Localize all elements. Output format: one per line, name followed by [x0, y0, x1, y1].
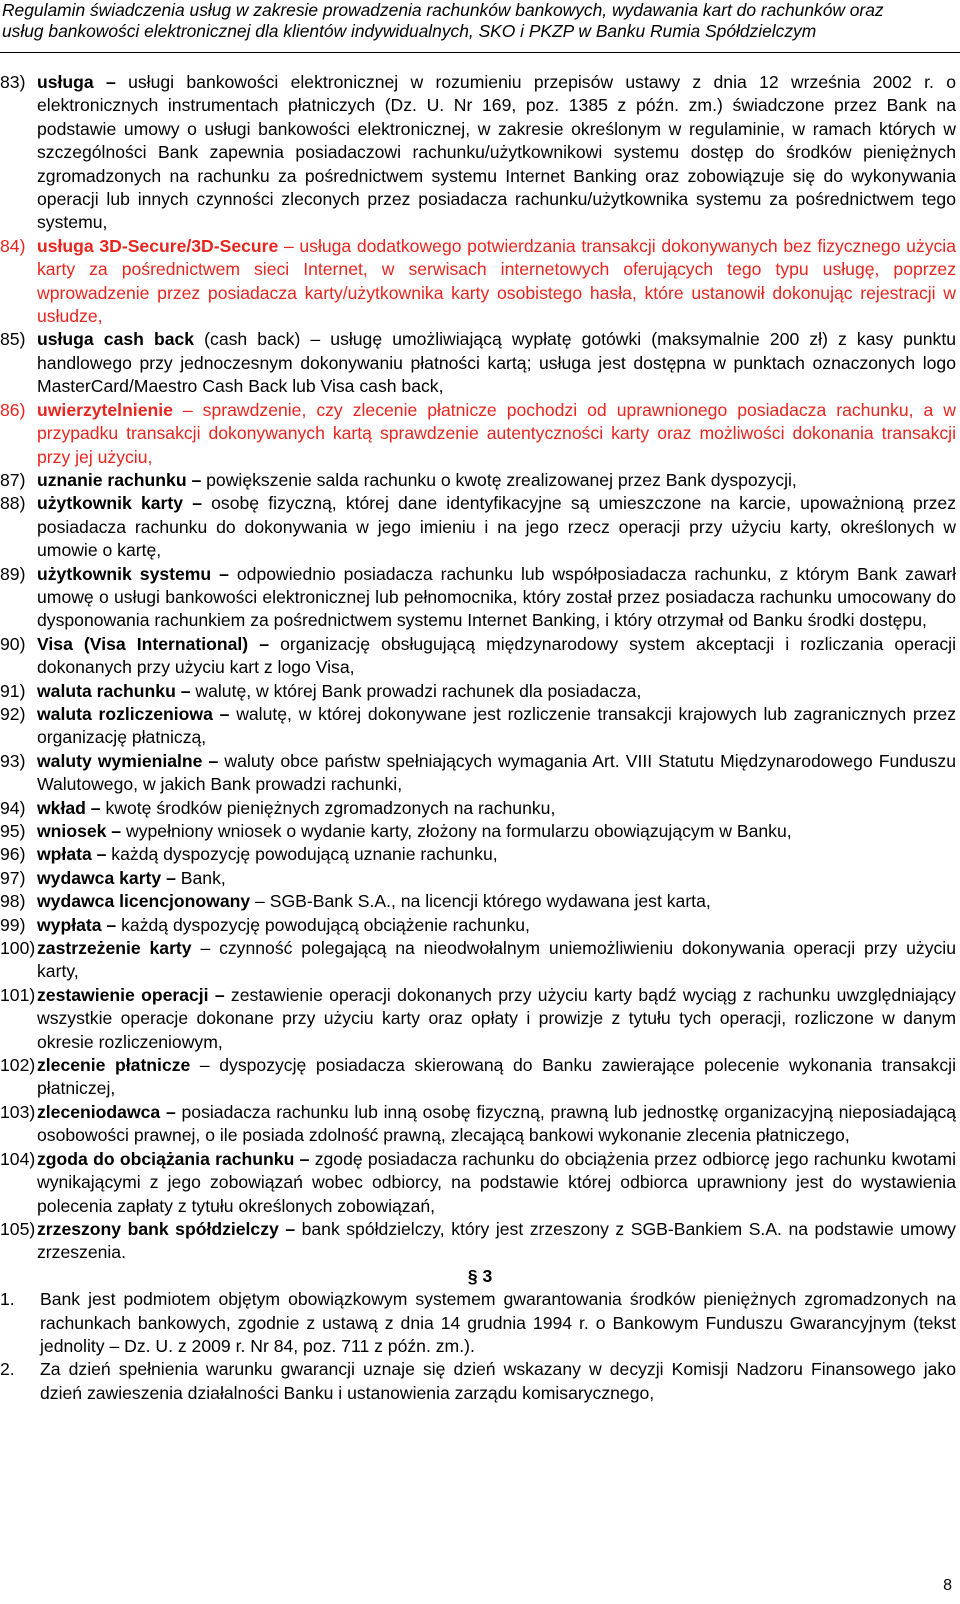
definition-text: – usługa dodatkowego potwierdzania transakcji dokonywanych bez fizycznego użycia karty za pośrednictwem sieci Internet, w serwisach internetowych oferujących tego typu usługę, poprzez wprowadzenie przez posiadacza karty/użytkownika karty osobistego hasła, które ustanowił dokonując rejestracji w usłudze, [37, 235, 956, 327]
definition-item [0, 703, 960, 750]
definition-term: zestawienie operacji – [37, 984, 225, 1005]
definition-term: zrzeszony bank spółdzielczy – [37, 1218, 296, 1239]
definition-item [0, 399, 960, 469]
definition-text: odpowiednio posiadacza rachunku lub współposiadacza rachunku, z którym Bank zawarł umowę o usługi bankowości elektronicznej lub pełnomocnika, który został przez posiadacza rachunku umocowany do dysponowania rachunkiem za pośrednictwem systemu Internet Banking, i który otrzymał od Banku środki dostępu, [37, 563, 956, 631]
definition-term: wypłata – [37, 914, 117, 935]
definition-text: organizację obsługującą międzynarodowy system akceptacji i rozliczania operacji dokonanych przy użyciu kart z logo Visa, [37, 633, 956, 678]
definition-item [0, 937, 960, 984]
definition-item [0, 680, 960, 703]
definition-term: wydawca karty – [37, 867, 176, 888]
definition-term: uwierzytelnienie [37, 399, 173, 420]
definition-number: 104) [0, 1148, 36, 1169]
document-header [0, 0, 960, 42]
definition-number: 93) [0, 750, 26, 771]
definition-term: usługa – [37, 72, 116, 92]
definition-term: zlecenie płatnicze [37, 1055, 191, 1076]
definition-term: Visa (Visa International) – [37, 633, 270, 654]
definition-term: użytkownik systemu – [37, 563, 229, 584]
paragraph-text: Za dzień spełnienia warunku gwarancji uznaje się dzień wskazany w decyzji Komisji Nadzoru Finansowego jako dzień zawieszenia działalności Banku i ustanowienia zarządu komisarycznego, [40, 1359, 956, 1403]
section-paragraph [0, 1358, 960, 1405]
header-divider [0, 52, 960, 53]
definition-term: wkład – [37, 797, 101, 818]
definition-number: 83) [0, 72, 26, 92]
definition-item [0, 1101, 960, 1148]
definition-text: kwotę środków pieniężnych zgromadzonych na rachunku, [100, 797, 556, 818]
section-title: § 3 [467, 1265, 493, 1286]
definition-text: waluty obce państw spełniających wymagania Art. VIII Statutu Międzynarodowego Funduszu Walutowego, w jakich Bank prowadzi rachunki, [37, 750, 956, 795]
definition-item [0, 820, 960, 843]
definition-number: 85) [0, 329, 26, 350]
definition-item [0, 984, 960, 1054]
definition-item [0, 797, 960, 820]
definition-text: – SGB-Bank S.A., na licencji którego wydawana jest karta, [250, 891, 711, 912]
definition-number: 89) [0, 563, 26, 584]
definition-item [0, 469, 960, 492]
definition-term: uznanie rachunku – [37, 469, 202, 490]
definition-number: 98) [0, 891, 26, 912]
definition-item [0, 492, 960, 562]
definition-text: Bank, [175, 867, 226, 888]
definition-item [0, 633, 960, 680]
definition-number: 105) [0, 1218, 36, 1239]
header-line-1: Regulamin świadczenia usług w zakresie prowadzenia rachunków bankowych, wydawania kart do rachunków oraz [2, 0, 884, 20]
definition-text: (cash back) – usługę umożliwiającą wypłatę gotówki (maksymalnie 200 zł) z kasy punktu handlowego przy jednoczesnym dokonywaniu płatności kartą; usługa jest dostępna w punktach oznaczonych logo MasterCard/Maestro Cash Back lub Visa cash back, [37, 329, 956, 397]
definition-term: waluta rozliczeniowa – [37, 703, 230, 724]
definition-text: wypełniony wniosek o wydanie karty, złożony na formularzu obowiązującym w Banku, [121, 821, 792, 841]
definition-text: zestawienie operacji dokonanych przy użyciu karty bądź wyciąg z rachunku uwzględniający wszystkie operacje dokonane przy użyciu karty oraz opłaty i prowizje z tytułu tych operacji, rozliczone w danym okresie rozliczeniowym, [37, 984, 956, 1052]
definition-text: każdą dyspozycję powodującą obciążenie rachunku, [116, 914, 530, 935]
definition-item [0, 914, 960, 937]
definition-text: – czynność polegającą na nieodwołalnym uniemożliwieniu dokonywania operacji przy użyciu karty, [37, 938, 956, 982]
definition-item [0, 1218, 960, 1265]
paragraph-text: Bank jest podmiotem objętym obowiązkowym systemem gwarantowania środków pieniężnych zgromadzonych na rachunkach bankowych, zgodnie z ustawą z dnia 14 grudnia 1994 r. o Bankowym Funduszu Gwarancyjnym (tekst jednolity – Dz. U. z 2009 r. Nr 84, poz. 711 z późn. zm.). [40, 1289, 956, 1356]
definition-number: 101) [0, 984, 36, 1005]
definition-text: osobę fizyczną, której dane identyfikacyjne są umieszczone na karcie, upoważnioną przez posiadacza rachunku do dokonywania w jego imieniu i na jego rzecz operacji przy użyciu karty, określonych w umowie o kartę, [37, 493, 956, 561]
definition-number: 102) [0, 1055, 36, 1076]
definition-item [0, 1054, 960, 1101]
definition-term: wniosek – [37, 821, 122, 841]
definitions-list [0, 71, 960, 1405]
definition-number: 84) [0, 235, 26, 256]
definition-number: 97) [0, 867, 26, 888]
definition-number: 96) [0, 844, 26, 865]
section-paragraph [0, 1288, 960, 1358]
definition-number: 100) [0, 938, 36, 959]
definition-text: powiększenie salda rachunku o kwotę zrealizowanej przez Bank dyspozycji, [201, 469, 797, 490]
definition-item [0, 843, 960, 866]
definition-text: walutę, w której dokonywane jest rozliczenie transakcji krajowych lub zagranicznych przez organizację płatniczą, [37, 703, 956, 748]
definition-number: 87) [0, 469, 26, 490]
definition-text: walutę, w której Bank prowadzi rachunek dla posiadacza, [190, 680, 642, 701]
definition-term: waluta rachunku – [37, 680, 191, 701]
definition-number: 88) [0, 493, 26, 514]
definition-text: posiadacza rachunku lub inną osobę fizyczną, prawną lub jednostkę organizacyjną nieposiadającą osobowości prawnej, o ile posiada zdolność prawną, zlecającą bankowi wykonanie zlecenia płatniczego, [37, 1101, 956, 1146]
definition-number: 95) [0, 821, 26, 841]
page-number: 8 [943, 1577, 952, 1594]
definition-term: zgoda do obciążania rachunku – [37, 1148, 310, 1169]
definition-item [0, 71, 960, 235]
definition-number: 103) [0, 1101, 36, 1122]
definition-item [0, 328, 960, 398]
definition-text: bank spółdzielczy, który jest zrzeszony z SGB-Bankiem S.A. na podstawie umowy zrzeszenia. [37, 1218, 956, 1263]
definition-item [0, 750, 960, 797]
definition-number: 99) [0, 914, 26, 935]
definition-text: – sprawdzenie, czy zlecenie płatnicze pochodzi od uprawnionego posiadacza rachunku, a w przypadku transakcji dokonywanych kartą sprawdzenie autentyczności karty oraz możliwości dokonania transakcji przy jej użyciu, [37, 399, 956, 467]
definition-term: zleceniodawca – [37, 1101, 176, 1122]
definition-text: – dyspozycję posiadacza skierowaną do Banku zawierające polecenie wykonania transakcji płatniczej, [37, 1055, 956, 1099]
definition-number: 92) [0, 703, 26, 724]
definition-item [0, 1148, 960, 1218]
definition-term: waluty wymienialne – [37, 750, 219, 771]
definition-term: usługa 3D-Secure/3D-Secure [37, 235, 279, 256]
paragraph-number: 1. [0, 1289, 15, 1310]
paragraph-number: 2. [0, 1359, 15, 1380]
definition-term: wpłata – [37, 844, 107, 865]
definition-term: usługa cash back [37, 329, 195, 350]
definition-number: 91) [0, 680, 26, 701]
header-line-2: usług bankowości elektronicznej dla klientów indywidualnych, SKO i PKZP w Banku Rumia Spółdzielczym [2, 21, 817, 41]
definition-item [0, 563, 960, 633]
definition-term: użytkownik karty – [37, 493, 202, 514]
definition-term: zastrzeżenie karty [37, 938, 192, 959]
definition-item [0, 235, 960, 329]
definition-number: 90) [0, 633, 26, 654]
definition-item [0, 867, 960, 890]
definition-text: zgodę posiadacza rachunku do obciążenia przez odbiorcę jego rachunku kwotami wynikającymi z jego zobowiązań wobec odbiorcy, na podstawie której odbiorca uprawniony jest do wystawienia polecenia zapłaty z tytułu określonych zobowiązań, [37, 1148, 956, 1216]
definition-number: 86) [0, 399, 26, 420]
definition-number: 94) [0, 797, 26, 818]
definition-item [0, 890, 960, 913]
definition-text: usługi bankowości elektronicznej w rozumieniu przepisów ustawy z dnia 12 września 2002 r. o elektronicznych instrumentach płatniczych (Dz. U. Nr 169, poz. 1385 z późn. zm.) świadczone przez Bank na podstawie umowy o usługi bankowości elektronicznej, w zakresie określonym w regulaminie, w ramach których w szczególności Bank zapewnia posiadaczowi rachunku/użytkownikowi systemu dostęp do środków pieniężnych zgromadzonych na rachunku za pośrednictwem systemu Internet Banking oraz zobowiązuje się do wykonywania operacji lub innych czynności zleconych przez posiadacza rachunku/użytkownika systemu za pośrednictwem tego systemu, [37, 72, 956, 233]
definition-text: każdą dyspozycję powodującą uznanie rachunku, [106, 844, 498, 865]
definition-term: wydawca licencjonowany [37, 891, 251, 912]
